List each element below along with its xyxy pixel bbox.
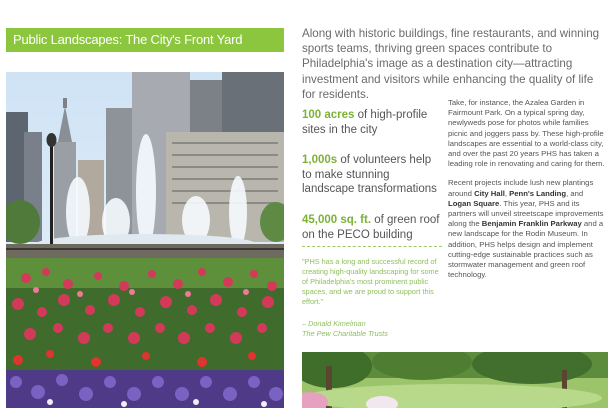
stat-volunteers — [302, 153, 442, 197]
text-run: . This year, PHS and its partners will unveil streetscape improvements along the — [448, 198, 604, 229]
quote-text: "PHS has a long and successful record of creating high-quality landscaping for some of Philadelphia's most prominent public spaces, and we are proud to support this effort." — [302, 257, 439, 306]
fountain-flowers-photo — [6, 72, 284, 408]
stat-highlight: 100 acres — [302, 109, 355, 121]
text-run: Recent projects include lush new plantings around — [448, 178, 594, 198]
text-run: and a new landscape for the Rodin Museum. In addition, PHS helps design and implement cutting-edge sustainable practices such as stormwater management and green roof technology. — [448, 219, 604, 280]
stat-acres — [302, 108, 442, 137]
stat-green-roof — [302, 213, 442, 242]
body-paragraph-1: Take, for instance, the Azalea Garden in Fairmount Park. On a typical spring day, newlyweds pose for photos while families picnic and joggers pass by. These high-profile landscapes are essential to a world-class city, and over the past 20 years PHS has taken a leading role in renovating and caring for them. — [448, 98, 605, 169]
stat-highlight: 1,000s — [302, 154, 338, 167]
stat-highlight: 45,000 sq. ft. — [302, 213, 372, 226]
place-franklin-parkway: Benjamin Franklin Parkway — [481, 219, 582, 229]
intro-paragraph: Along with historic buildings, fine restaurants, and winning sports teams, thriving green spaces contribute to Philadelphia's image as a destination city—attracting investment and visitors while enhancing the quality of life for residents. — [302, 27, 600, 101]
section-title: Public Landscapes: The City's Front Yard — [6, 28, 284, 52]
body-text-column — [448, 98, 606, 289]
stat-text: of high-profile sites in the city — [302, 109, 428, 136]
pull-quote — [302, 246, 442, 339]
body-paragraph-2 — [448, 178, 606, 280]
quote-organization: The Pew Charitable Trusts — [302, 329, 388, 338]
stat-text: of volunteers help to make stunning landscape transformations — [302, 154, 437, 196]
park-photo — [302, 352, 608, 408]
quote-author: – Donald Kimelman — [302, 319, 366, 328]
place-logan-square: Logan Square — [448, 198, 500, 208]
text-run: , and — [566, 188, 584, 198]
text-run: , — [504, 188, 510, 198]
place-city-hall: City Hall — [474, 188, 505, 198]
stat-text: of green roof on the PECO building — [302, 213, 440, 241]
stats-column — [302, 108, 442, 258]
place-penns-landing: Penn's Landing — [509, 188, 567, 198]
